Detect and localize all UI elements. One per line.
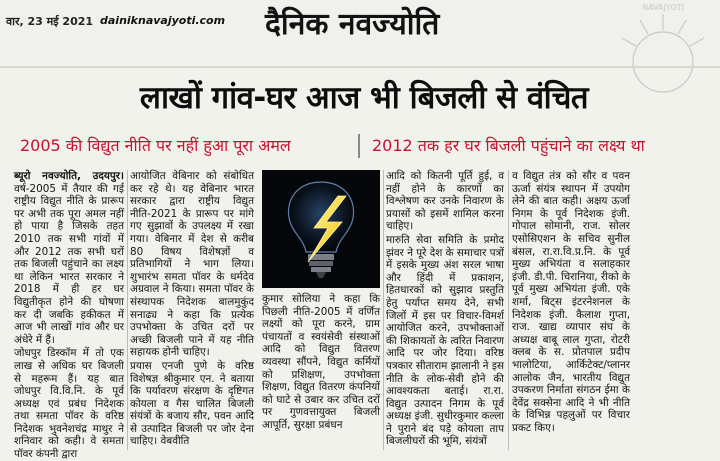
- newspaper-logo: दैनिक नवज्योति: [265, 7, 440, 42]
- dateline: वार, 23 मई 2021: [6, 15, 94, 28]
- masthead-divider: [0, 66, 720, 68]
- article-column-1: [14, 170, 124, 461]
- light-bulb-photo: [262, 170, 380, 288]
- paragraph: वर्ष-2005 में तैयार की गई राष्ट्रीय विद्युत नीति के प्रारूप पर अभी तक पूरा अमल नहीं हो पाया है जिसके तहत 2010 तक सभी गांवों में और 2012 तक सभी घरों तक बिजली पहुंचाने का लक्ष्य था लेकिन भारत सरकार ने 2018 में ही हर घर विद्युतीकृत होने की घोषणा कर दी जबकि हकीकत में आज भी लाखों गांव और घर अंधेरे में हैं।: [14, 182, 124, 346]
- article-column-5: [512, 170, 630, 454]
- website-url[interactable]: dainiknavajyoti.com: [100, 14, 226, 27]
- sun-emblem-icon: [608, 0, 718, 62]
- paragraph: जोधपुर डिस्कॉम में तो एक लाख से अधिक घर बिजली से महरूम हैं। यह बात जोधपुर वि.वि.नि. के पूर्व अध्यक्ष एवं प्रबंध निदेशक तथा समता पॉवर के वरिष्ठ निदेशक भुवनेशचंद्र माथुर ने शनिवार को कही। वे समता पॉवर कंपनी द्वारा: [14, 347, 124, 461]
- byline: ब्यूरो नवज्योति, उदयपुर।: [14, 170, 124, 182]
- subhead-divider: [358, 134, 360, 158]
- subhead-right: 2012 तक हर घर बिजली पहुंचाने का लक्ष्य था: [372, 136, 645, 155]
- article-column-3: [262, 293, 380, 454]
- paragraph: व विद्युत तंत्र को सौर व पवन ऊर्जा संयंत्र स्थापन में उपयोग लेने की बात कही। अक्षय ऊर्जा निगम के पूर्व निदेशक इंजी. गोपाल सोमानी, राज. सोलर एसोसिएशन के सचिव सुनील बंसल, रा.रा.वि.प्र.नि. के पूर्व मुख्य अभियंता व सलाहकार इंजी. डी.पी. चिरानिया, रीको के पूर्व मुख्य अभियंता इंजी. एके शर्मा, बिट्स इंटरनेशनल के निदेशक इंजी. कैलाश गुप्ता, राज. खाद्य व्यापार संघ के अध्यक्ष बाबू लाल गुप्ता, रोटरी क्लब के स. प्रोतपाल प्रदीप भालोटिया, आर्किटेक्ट/प्लानर आलोक जैन, भारतीय विद्युत उपकरण निर्माता संगठन ईमा के देवेंद्र सक्सेना आदि ने भी नीति के विभिन्न पहलुओं पर विचार प्रकट किए।: [512, 170, 630, 434]
- paragraph: मारुति सेवा समिति के प्रमोद झंवर ने पूरे देश के समाचार पत्रों में इसके मुख्य अंश सरल भाषा और हिंदी में प्रकाशन, हितधारकों को सुझाव प्रस्तुति हेतु पर्याप्त समय देने, सभी जिलों में इस पर विचार-विमर्श आयोजित करने, उपभोक्ताओं की शिकायतों के त्वरित निवारण आदि पर जोर दिया। वरिष्ठ पत्रकार सीताराम झालानी ने इस नीति के लोक-सेवी होने की आवश्यकता बताई। रा.रा. विद्युत उत्पादन निगम के पूर्व अध्यक्ष इंजी. सुधीरकुमार कल्ला ने पुराने बंद पड़े कोयला ताप बिजलीघरों की भूमि, संयंत्रों: [386, 233, 504, 448]
- masthead: [0, 0, 720, 62]
- column-rule: [127, 170, 128, 450]
- paragraph: आदि को कितनी पूर्ति हुई, व नहीं होने के कारणों का विश्लेषण कर उनके निवारण के प्रयासों को इसमें शामिल करना चाहिए।: [386, 170, 504, 233]
- paragraph: कुमार सोलिया ने कहा कि पिछली नीति-2005 में वर्णित लक्ष्यों को पूरा करने, ग्राम पंचायतों व स्वयंसेवी संस्थाओं आदि को विद्युत वितरण व्यवस्था सौंपने, विद्युत कर्मियों को प्रशिक्षण, उपभोक्ता शिक्षण, विद्युत वितरण कंपनियों को घाटे से उबार कर उचित दरों पर गुणवत्तायुक्त बिजली आपूर्ति, सुरक्षा प्रबंधन: [262, 293, 380, 431]
- column-rule: [383, 170, 384, 450]
- article-column-2: [130, 170, 254, 454]
- subhead-left: 2005 की विद्युत नीति पर नहीं हुआ पूरा अमल: [20, 136, 291, 155]
- emblem-lettering: NAVAJYOTI: [642, 3, 684, 12]
- paragraph: आयोजित वेबिनार को संबोधित कर रहे थे। यह वेबिनार भारत सरकार द्वारा राष्ट्रीय विद्युत नीति-2021 के प्रारूप पर मांगे गए सुझावों के उपलक्ष्य में रखा गया। वेबिनार में देश से करीब 80 विषय विशेषज्ञों व प्रतिभागियों ने भाग लिया। शुभारंभ समता पॉवर के धर्मदेव अग्रवाल ने किया। समता पॉवर के संस्थापक निदेशक बालमुकुंद सनाढ्य ने कहा कि प्रत्येक उपभोक्ता के उचित दरों पर अच्छी बिजली पाने में यह नीति सहायक होनी चाहिए।: [130, 170, 254, 359]
- article-column-4: [386, 170, 504, 454]
- column-rule: [508, 170, 509, 450]
- paragraph: प्रयास एनजी पुणे के वरिष्ठ विशेषज्ञ श्रीकुमार एन. ने बताया कि पर्यावरण संरक्षण के दृष्टिगत कोयला व गैस चालित बिजली संयंत्रों के बजाय सौर, पवन आदि से उत्पादित बिजली पर जोर देना चाहिए। वेबवीति: [130, 359, 254, 448]
- headline: लाखों गांव-घर आज भी बिजली से वंचित: [139, 80, 589, 116]
